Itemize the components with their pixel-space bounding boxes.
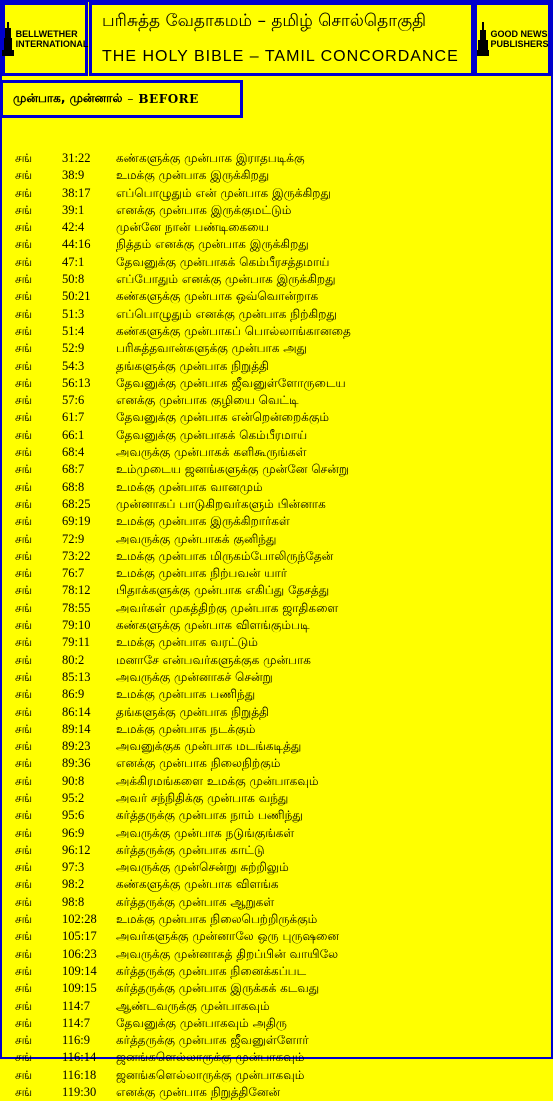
list-item	[0, 755, 553, 772]
book-abbrev: சங்	[15, 808, 33, 823]
book-abbrev: சங்	[15, 410, 33, 425]
book-abbrev: சங்	[15, 496, 33, 511]
verse-excerpt: கர்த்தருக்கு முன்பாக நினைக்கப்பட	[116, 963, 307, 978]
verse-reference: 105:17	[62, 929, 97, 944]
verse-excerpt: பரிசுத்தவான்களுக்கு முன்பாக அது	[116, 341, 308, 356]
verse-reference: 116:14	[62, 1050, 97, 1065]
verse-reference: 89:14	[62, 721, 91, 736]
book-abbrev: சங்	[15, 289, 33, 304]
list-item	[0, 634, 553, 651]
book-abbrev: சங்	[15, 220, 33, 235]
verse-reference: 89:36	[62, 756, 91, 771]
book-abbrev: சங்	[15, 998, 33, 1013]
good-news-logo: GOOD NEWS PUBLISHERS	[490, 29, 549, 49]
list-item	[0, 340, 553, 357]
verse-reference: 114:7	[62, 998, 91, 1013]
verse-reference: 109:14	[62, 963, 97, 978]
book-abbrev: சங்	[15, 721, 33, 736]
verse-excerpt: ஜனங்களெல்லாருக்கு முன்பாகவும்	[116, 1067, 305, 1082]
verse-reference: 51:3	[62, 306, 85, 321]
verse-reference: 51:4	[62, 323, 85, 338]
verse-excerpt: கண்களுக்கு முன்பாக விளங்கும்படி	[116, 618, 310, 633]
book-abbrev: சங்	[15, 1050, 33, 1065]
book-abbrev: சங்	[15, 618, 33, 633]
verse-reference: 68:4	[62, 445, 85, 460]
list-item	[0, 409, 553, 426]
list-item	[0, 254, 553, 271]
verse-excerpt: எனக்கு முன்பாக குழியை வெட்டி	[116, 393, 299, 408]
verse-reference: 38:9	[62, 168, 85, 183]
list-item	[0, 582, 553, 599]
verse-reference: 119:30	[62, 1085, 97, 1100]
verse-excerpt: தேவனுக்கு முன்பாகக் கெம்பீரசத்தமாய்	[116, 254, 330, 269]
verse-reference: 102:28	[62, 912, 97, 927]
verse-excerpt: ஜனங்களெல்லாருக்கு முன்பாகவும்	[116, 1050, 305, 1065]
verse-reference: 72:9	[62, 531, 85, 546]
bellwether-logo: BELLWETHER INTERNATIONAL	[15, 29, 89, 49]
book-abbrev: சங்	[15, 185, 33, 200]
list-item	[0, 807, 553, 824]
list-item	[0, 1084, 553, 1101]
list-item	[0, 946, 553, 963]
verse-excerpt: கண்களுக்கு முன்பாக இராதபடிக்கு	[116, 151, 305, 165]
verse-excerpt: முன்னே நான் பண்டிகையை	[116, 220, 269, 235]
book-abbrev: சங்	[15, 548, 33, 563]
verse-reference: 89:23	[62, 739, 91, 754]
verse-reference: 66:1	[62, 427, 85, 442]
list-item	[0, 150, 553, 167]
verse-excerpt: முன்னாகப் பாடுகிறவர்களும் பின்னாக	[116, 496, 326, 511]
list-item	[0, 306, 553, 323]
verse-reference: 50:21	[62, 289, 91, 304]
verse-excerpt: அவருக்கு முன்பாகக் குனிந்து	[116, 531, 277, 546]
verse-excerpt: உமக்கு முன்பாக பணிந்து	[116, 687, 256, 702]
verse-excerpt: உமக்கு முன்பாக இருக்கிறார்கள்	[116, 514, 290, 529]
list-item	[0, 271, 553, 288]
verse-excerpt: அவருக்கு முன்சென்று சுற்றிலும்	[116, 860, 289, 875]
verse-excerpt: எனக்கு முன்பாக இருக்குமட்டும்	[116, 202, 292, 217]
verse-excerpt: அவருக்கு முன்பாக நடுங்குங்கள்	[116, 825, 295, 840]
title-tamil: பரிசுத்த வேதாகமம் – தமிழ் சொல்தொகுதி	[102, 11, 427, 31]
list-item	[0, 825, 553, 842]
word-tamil: முன்பாக, முன்னால்	[13, 91, 123, 105]
list-item	[0, 375, 553, 392]
verse-reference: 95:2	[62, 790, 85, 805]
verse-reference: 80:2	[62, 652, 85, 667]
verse-reference: 114:7	[62, 1015, 91, 1030]
list-item	[0, 928, 553, 945]
verse-reference: 109:15	[62, 981, 97, 996]
book-abbrev: சங்	[15, 877, 33, 892]
verse-excerpt: உம்முடைய ஜனங்களுக்கு முன்னே சென்று	[116, 462, 349, 477]
list-item	[0, 773, 553, 790]
verse-excerpt: தங்களுக்கு முன்பாக நிறுத்தி	[116, 358, 269, 373]
verse-excerpt: உமக்கு முன்பாக மிருகம்போலிருந்தேன்	[116, 548, 334, 563]
list-item	[0, 236, 553, 253]
list-item	[0, 479, 553, 496]
book-abbrev: சங்	[15, 341, 33, 356]
verse-excerpt: கர்த்தருக்கு முன்பாக ஜீவனுள்ளோர்	[116, 1033, 309, 1048]
verse-excerpt: எப்போதும் எனக்கு முன்பாக இருக்கிறது	[116, 272, 336, 287]
verse-excerpt: தேவனுக்கு முன்பாக ஜீவனுள்ளோருடைய	[116, 375, 346, 390]
verse-reference: 79:11	[62, 635, 91, 650]
book-abbrev: சங்	[15, 151, 33, 165]
verse-reference: 76:7	[62, 566, 85, 581]
book-abbrev: சங்	[15, 669, 33, 684]
list-item	[0, 1049, 553, 1066]
book-abbrev: சங்	[15, 168, 33, 183]
list-item	[0, 548, 553, 565]
verse-excerpt: கண்களுக்கு முன்பாக விளங்க	[116, 877, 279, 892]
word-heading	[0, 80, 243, 118]
book-abbrev: சங்	[15, 860, 33, 875]
book-abbrev: சங்	[15, 739, 33, 754]
verse-reference: 68:7	[62, 462, 85, 477]
verse-reference: 54:3	[62, 358, 85, 373]
verse-excerpt: கர்த்தருக்கு முன்பாக இருக்கக் கடவது	[116, 981, 320, 996]
verse-excerpt: ஆண்டவருக்கு முன்பாகவும்	[116, 998, 270, 1013]
book-abbrev: சங்	[15, 929, 33, 944]
list-item	[0, 202, 553, 219]
verse-reference: 96:9	[62, 825, 85, 840]
book-abbrev: சங்	[15, 323, 33, 338]
list-item	[0, 652, 553, 669]
list-item	[0, 704, 553, 721]
verse-excerpt: அக்கிரமங்களை உமக்கு முன்பாகவும்	[116, 773, 319, 788]
verse-reference: 44:16	[62, 237, 91, 252]
list-item	[0, 738, 553, 755]
verse-reference: 56:13	[62, 375, 91, 390]
title-box	[89, 2, 474, 76]
verse-reference: 86:14	[62, 704, 91, 719]
list-item	[0, 219, 553, 236]
list-item	[0, 894, 553, 911]
verse-reference: 52:9	[62, 341, 85, 356]
book-abbrev: சங்	[15, 687, 33, 702]
book-abbrev: சங்	[15, 756, 33, 771]
verse-excerpt: கர்த்தருக்கு முன்பாக நாம் பணிந்து	[116, 808, 303, 823]
list-item	[0, 1032, 553, 1049]
word-english: BEFORE	[138, 92, 199, 106]
title-english: THE HOLY BIBLE – TAMIL CONCORDANCE	[102, 48, 459, 65]
verse-excerpt: உமக்கு முன்பாக நடக்கும்	[116, 721, 256, 736]
verse-excerpt: அவருக்கு முன்னாகத் திறப்பின் வாயிலே	[116, 946, 339, 961]
list-item	[0, 358, 553, 375]
book-abbrev: சங்	[15, 375, 33, 390]
verse-reference: 38:17	[62, 185, 91, 200]
book-abbrev: சங்	[15, 981, 33, 996]
book-abbrev: சங்	[15, 790, 33, 805]
book-abbrev: சங்	[15, 583, 33, 598]
list-item	[0, 288, 553, 305]
book-abbrev: சங்	[15, 462, 33, 477]
book-abbrev: சங்	[15, 600, 33, 615]
verse-excerpt: அவருக்கு முன்பாகக் களிகூருங்கள்	[116, 445, 307, 460]
list-item	[0, 1067, 553, 1084]
verse-excerpt: உமக்கு முன்பாக நிற்பவன் யார்	[116, 566, 288, 581]
verse-excerpt: எனக்கு முன்பாக நிறுத்தினேன்	[116, 1085, 281, 1100]
verse-excerpt: அவர்களுக்கு முன்னாலே ஒரு புருஷனை	[116, 929, 339, 944]
verse-reference: 85:13	[62, 669, 91, 684]
verse-excerpt: கண்களுக்கு முன்பாகப் பொல்லாங்கானதை	[116, 323, 351, 338]
book-abbrev: சங்	[15, 427, 33, 442]
book-abbrev: சங்	[15, 825, 33, 840]
list-item	[0, 461, 553, 478]
list-item	[0, 565, 553, 582]
verse-excerpt: உமக்கு முன்பாக வானமும்	[116, 479, 263, 494]
verse-reference: 78:55	[62, 600, 91, 615]
verse-reference: 98:8	[62, 894, 85, 909]
list-item	[0, 427, 553, 444]
book-abbrev: சங்	[15, 566, 33, 581]
verse-excerpt: அவருக்கு முன்னாகச் சென்று	[116, 669, 273, 684]
verse-excerpt: அவனுக்குக முன்பாக மடங்கடித்து	[116, 739, 302, 754]
list-item	[0, 392, 553, 409]
verse-reference: 95:6	[62, 808, 85, 823]
book-abbrev: சங்	[15, 1015, 33, 1030]
book-abbrev: சங்	[15, 1033, 33, 1048]
list-item	[0, 185, 553, 202]
verse-reference: 47:1	[62, 254, 85, 269]
verse-reference: 42:4	[62, 220, 85, 235]
tower-icon	[477, 22, 489, 56]
verse-reference: 98:2	[62, 877, 85, 892]
list-item	[0, 790, 553, 807]
list-item	[0, 513, 553, 530]
verse-reference: 116:18	[62, 1067, 97, 1082]
verse-reference: 96:12	[62, 842, 91, 857]
verse-reference: 90:8	[62, 773, 85, 788]
list-item	[0, 323, 553, 340]
book-abbrev: சங்	[15, 306, 33, 321]
verse-reference: 106:23	[62, 946, 97, 961]
book-abbrev: சங்	[15, 652, 33, 667]
book-abbrev: சங்	[15, 635, 33, 650]
verse-excerpt: கண்களுக்கு முன்பாக ஒவ்வொன்றாக	[116, 289, 319, 304]
verse-excerpt: பிதாக்களுக்கு முன்பாக எகிப்து தேசத்து	[116, 583, 330, 598]
verse-reference: 78:12	[62, 583, 91, 598]
bell-tower-icon	[2, 22, 14, 56]
verse-reference: 69:19	[62, 514, 91, 529]
verse-excerpt: கர்த்தருக்கு முன்பாக ஆறுகள்	[116, 894, 275, 909]
verse-reference: 61:7	[62, 410, 85, 425]
verse-reference: 73:22	[62, 548, 91, 563]
list-item	[0, 1015, 553, 1032]
verse-reference: 57:6	[62, 393, 85, 408]
verse-reference: 50:8	[62, 272, 85, 287]
verse-excerpt: அவர் சந்நிதிக்கு முன்பாக வந்து	[116, 790, 289, 805]
word-separator: –	[127, 92, 134, 106]
book-abbrev: சங்	[15, 254, 33, 269]
concordance-list	[0, 150, 553, 1101]
verse-reference: 68:25	[62, 496, 91, 511]
verse-reference: 86:9	[62, 687, 85, 702]
list-item	[0, 876, 553, 893]
book-abbrev: சங்	[15, 531, 33, 546]
verse-excerpt: எப்பொழுதும் என் முன்பாக இருக்கிறது	[116, 185, 331, 200]
verse-excerpt: தேவனுக்கு முன்பாகவும் அதிரு	[116, 1015, 287, 1030]
verse-reference: 39:1	[62, 202, 85, 217]
verse-reference: 116:9	[62, 1033, 91, 1048]
verse-reference: 68:8	[62, 479, 85, 494]
right-logo-box	[474, 2, 551, 76]
list-item	[0, 998, 553, 1015]
list-item	[0, 496, 553, 513]
book-abbrev: சங்	[15, 773, 33, 788]
book-abbrev: சங்	[15, 445, 33, 460]
list-item	[0, 721, 553, 738]
verse-excerpt: எப்பொழுதும் எனக்கு முன்பாக நிற்கிறது	[116, 306, 337, 321]
list-item	[0, 842, 553, 859]
list-item	[0, 911, 553, 928]
verse-reference: 79:10	[62, 618, 91, 633]
verse-excerpt: எனக்கு முன்பாக நிலைநிற்கும்	[116, 756, 281, 771]
verse-excerpt: அவர்கள் முகத்திற்கு முன்பாக ஜாதிகளை	[116, 600, 339, 615]
list-item	[0, 980, 553, 997]
list-item	[0, 531, 553, 548]
list-item	[0, 600, 553, 617]
verse-excerpt: உமக்கு முன்பாக நிலைபெற்றிருக்கும்	[116, 912, 318, 927]
list-item	[0, 669, 553, 686]
book-abbrev: சங்	[15, 272, 33, 287]
book-abbrev: சங்	[15, 479, 33, 494]
book-abbrev: சங்	[15, 946, 33, 961]
verse-excerpt: நித்தம் எனக்கு முன்பாக இருக்கிறது	[116, 237, 309, 252]
book-abbrev: சங்	[15, 358, 33, 373]
verse-excerpt: தேவனுக்கு முன்பாகக் கெம்பீரமாய்	[116, 427, 308, 442]
list-item	[0, 617, 553, 634]
verse-excerpt: கர்த்தருக்கு முன்பாக காட்டு	[116, 842, 265, 857]
list-item	[0, 686, 553, 703]
verse-excerpt: உமக்கு முன்பாக இருக்கிறது	[116, 168, 270, 183]
list-item	[0, 859, 553, 876]
verse-reference: 97:3	[62, 860, 85, 875]
verse-reference: 31:22	[62, 151, 91, 165]
book-abbrev: சங்	[15, 894, 33, 909]
book-abbrev: சங்	[15, 1067, 33, 1082]
book-abbrev: சங்	[15, 912, 33, 927]
left-logo-box	[2, 2, 88, 76]
book-abbrev: சங்	[15, 393, 33, 408]
verse-excerpt: உமக்கு முன்பாக வரட்டும்	[116, 635, 258, 650]
book-abbrev: சங்	[15, 704, 33, 719]
book-abbrev: சங்	[15, 842, 33, 857]
list-item	[0, 963, 553, 980]
list-item	[0, 444, 553, 461]
verse-excerpt: தேவனுக்கு முன்பாக என்றென்றைக்கும்	[116, 410, 330, 425]
book-abbrev: சங்	[15, 202, 33, 217]
book-abbrev: சங்	[15, 514, 33, 529]
list-item	[0, 167, 553, 184]
book-abbrev: சங்	[15, 237, 33, 252]
verse-excerpt: மனாசே என்பவர்களுக்குக முன்பாக	[116, 652, 311, 667]
verse-excerpt: தங்களுக்கு முன்பாக நிறுத்தி	[116, 704, 269, 719]
book-abbrev: சங்	[15, 1085, 33, 1100]
book-abbrev: சங்	[15, 963, 33, 978]
